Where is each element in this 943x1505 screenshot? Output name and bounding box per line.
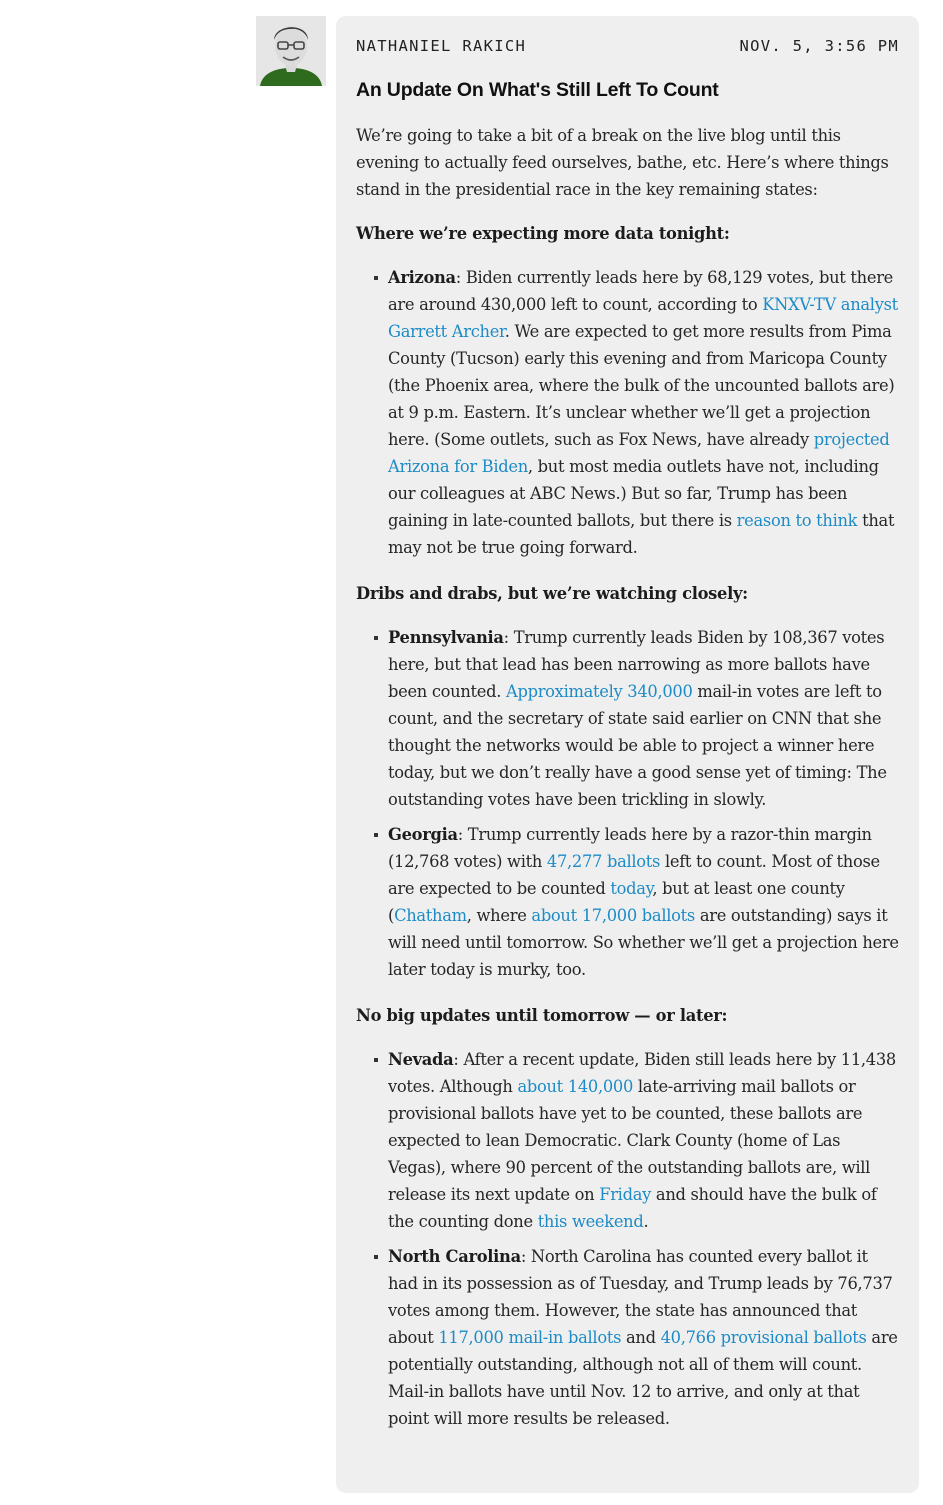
state-name: North Carolina (388, 1247, 521, 1266)
state-name: Arizona (388, 268, 456, 287)
state-list-later (356, 1046, 899, 1432)
state-name: Nevada (388, 1050, 454, 1069)
post-title: An Update On What's Still Left To Count (356, 79, 719, 101)
post-body (356, 122, 899, 1432)
link-projected-arizona[interactable]: projected Arizona for Biden (388, 430, 890, 476)
list-item-nevada: Nevada: After a recent update, Biden still leads here by 11,438 votes. Although about 140,000 late-arriving mail ballots or provisional ballots have yet to be counted, these ballots are expected to lean Democratic. Clark County (home of Las Vegas), where 90 percent of the outstanding ballots are, will release its next update on Friday and should have the bulk of the counting done this weekend. (388, 1046, 899, 1235)
link-today[interactable]: today (610, 879, 653, 898)
link-garrett-archer[interactable]: KNXV-TV analyst Garrett Archer (388, 295, 898, 341)
link-chatham[interactable]: Chatham (394, 906, 467, 925)
link-this-weekend[interactable]: this weekend (537, 1212, 644, 1231)
post-meta (356, 36, 899, 56)
state-list-watching (356, 624, 899, 983)
state-name: Georgia (388, 825, 458, 844)
list-item-pennsylvania: Pennsylvania: Trump currently leads Biden by 108,367 votes here, but that lead has been narrowing as more ballots have been counted. Approximately 340,000 mail-in votes are left to count, and the secretary of state said earlier on CNN that she thought the networks would be able to project a winner here today, but we don’t really have a good sense yet of timing: The outstanding votes have been trickling in slowly. (388, 624, 899, 813)
list-item-georgia: Georgia: Trump currently leads here by a razor-thin margin (12,768 votes) with 47,277 ballots left to count. Most of those are expected to be counted today, but at least one county (Chatham, where about 17,000 ballots are outstanding) says it will need until tomorrow. So whether we’ll get a projection here later today is murky, too. (388, 821, 899, 983)
link-friday[interactable]: Friday (599, 1185, 652, 1204)
post-intro: We’re going to take a bit of a break on the live blog until this evening to actually feed ourselves, bathe, etc. Here’s where things stand in the presidential race in the key remaining states: (356, 126, 889, 199)
section-heading-later: No big updates until tomorrow — or later: (356, 1006, 728, 1025)
author-name[interactable]: NATHANIEL RAKICH (356, 37, 527, 55)
link-47277-ballots[interactable]: 47,277 ballots (546, 852, 661, 871)
link-117000-mail-in-ballots[interactable]: 117,000 mail-in ballots (438, 1328, 622, 1347)
state-list-tonight (356, 264, 899, 561)
list-item-north-carolina: North Carolina: North Carolina has counted every ballot it had in its possession as of Tuesday, and Trump leads by 76,737 votes among them. However, the state has announced that about 117,000 mail-in ballots and 40,766 provisional ballots are potentially outstanding, although not all of them will count. Mail-in ballots have until Nov. 12 to arrive, and only at that point will more results be released. (388, 1243, 899, 1432)
author-avatar[interactable] (256, 16, 326, 86)
link-40766-provisional-ballots[interactable]: 40,766 provisional ballots (660, 1328, 867, 1347)
link-about-17000-ballots[interactable]: about 17,000 ballots (531, 906, 695, 925)
link-about-140000[interactable]: about 140,000 (517, 1077, 634, 1096)
link-reason-to-think[interactable]: reason to think (736, 511, 858, 530)
section-heading-watching: Dribs and drabs, but we’re watching closely: (356, 584, 748, 603)
list-item-arizona: Arizona: Biden currently leads here by 68,129 votes, but there are around 430,000 left to count, according to KNXV-TV analyst Garrett Archer. We are expected to get more results from Pima County (Tucson) early this evening and from Maricopa County (the Phoenix area, where the bulk of the uncounted ballots are) at 9 p.m. Eastern. It’s unclear whether we’ll get a projection here. (Some outlets, such as Fox News, have already projected Arizona for Biden, but most media outlets have not, including our colleagues at ABC News.) But so far, Trump has been gaining in late-counted ballots, but there is reason to think that may not be true going forward. (388, 264, 899, 561)
state-name: Pennsylvania (388, 628, 504, 647)
live-blog-post-card (336, 16, 919, 1493)
link-approximately-340000[interactable]: Approximately 340,000 (506, 682, 693, 701)
section-heading-tonight: Where we’re expecting more data tonight: (356, 224, 730, 243)
author-portrait-icon (256, 16, 326, 86)
post-timestamp[interactable]: NOV. 5, 3:56 PM (739, 37, 899, 55)
